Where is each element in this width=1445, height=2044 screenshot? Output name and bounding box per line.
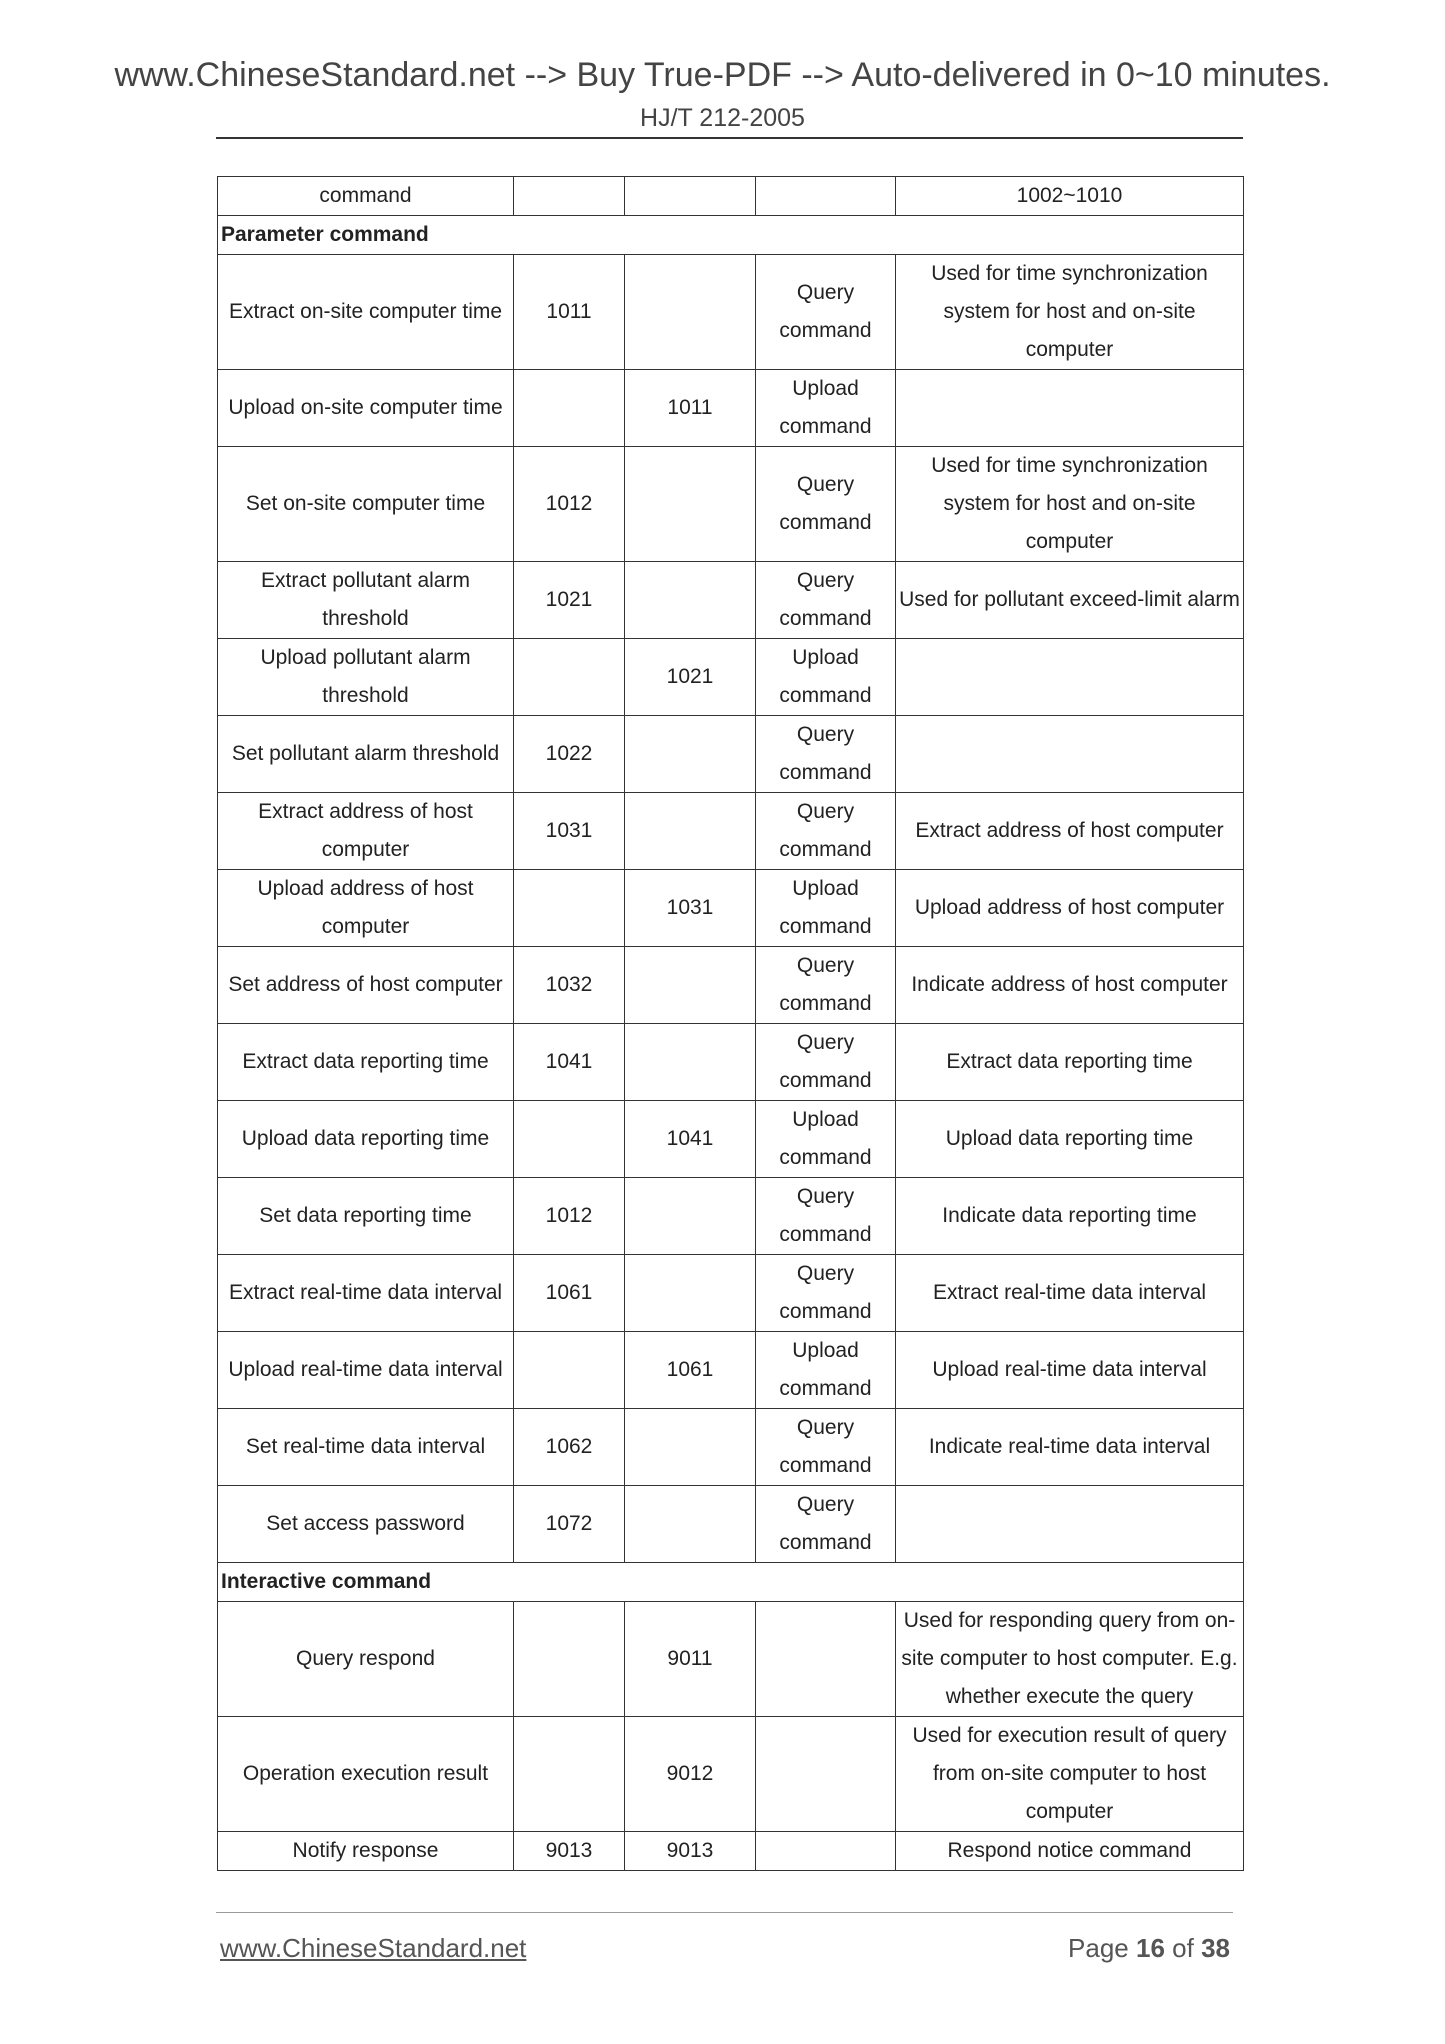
table-cell: 1041 — [625, 1101, 756, 1178]
table-row — [218, 716, 1244, 793]
table-cell — [625, 1255, 756, 1332]
table-cell — [514, 870, 625, 947]
table-row — [218, 947, 1244, 1024]
header-banner: www.ChineseStandard.net --> Buy True-PDF --> Auto-delivered in 0~10 minutes. — [114, 56, 1331, 94]
table-cell: Indicate data reporting time — [896, 1178, 1244, 1255]
table-row — [218, 1486, 1244, 1563]
table-cell: Operation execution result — [218, 1717, 514, 1832]
section-row — [218, 1563, 1244, 1602]
table-cell: Query command — [756, 716, 896, 793]
table-cell: Upload command — [756, 870, 896, 947]
table-row — [218, 1832, 1244, 1871]
table-cell: Query command — [756, 947, 896, 1024]
table-cell — [514, 1332, 625, 1409]
table-cell: Extract address of host computer — [896, 793, 1244, 870]
table-cell: Upload command — [756, 1101, 896, 1178]
table-cell: 1031 — [625, 870, 756, 947]
table-cell: Query command — [756, 255, 896, 370]
table-cell — [756, 1717, 896, 1832]
table-cell: Extract real-time data interval — [218, 1255, 514, 1332]
table-cell: Query command — [756, 1409, 896, 1486]
table-cell: 9012 — [625, 1717, 756, 1832]
table-cell — [756, 1602, 896, 1717]
table-row — [218, 870, 1244, 947]
table-cell: Upload address of host computer — [896, 870, 1244, 947]
table-cell: Set access password — [218, 1486, 514, 1563]
table-cell: Extract address of host computer — [218, 793, 514, 870]
document-id: HJ/T 212-2005 — [640, 104, 805, 132]
table-cell: 1062 — [514, 1409, 625, 1486]
table-cell: Upload on-site computer time — [218, 370, 514, 447]
table-cell: Upload address of host computer — [218, 870, 514, 947]
table-cell: Used for pollutant exceed-limit alarm — [896, 562, 1244, 639]
table-cell — [756, 177, 896, 216]
table-row — [218, 447, 1244, 562]
table-cell: Query command — [756, 1486, 896, 1563]
table-row — [218, 1332, 1244, 1409]
table-cell — [625, 1024, 756, 1101]
table-cell — [514, 1101, 625, 1178]
table-cell: Query command — [756, 1024, 896, 1101]
table-cell: Query command — [756, 1255, 896, 1332]
footer-website-link[interactable]: www.ChineseStandard.net — [220, 1933, 527, 1963]
table-cell — [514, 639, 625, 716]
table-cell: Used for execution result of query from on-site computer to host computer — [896, 1717, 1244, 1832]
table-cell: Indicate real-time data interval — [896, 1409, 1244, 1486]
table-cell — [514, 1717, 625, 1832]
table-row — [218, 1101, 1244, 1178]
table-cell: Upload command — [756, 639, 896, 716]
table-cell: Query command — [756, 793, 896, 870]
table-cell: Set data reporting time — [218, 1178, 514, 1255]
table-cell: Extract data reporting time — [218, 1024, 514, 1101]
table-cell: Extract pollutant alarm threshold — [218, 562, 514, 639]
table-cell: 1072 — [514, 1486, 625, 1563]
table-cell: 1011 — [514, 255, 625, 370]
table-row — [218, 255, 1244, 370]
table-cell: Query command — [756, 562, 896, 639]
table-cell — [625, 177, 756, 216]
page-total: 38 — [1201, 1933, 1230, 1963]
table-cell: 9013 — [625, 1832, 756, 1871]
table-cell: Upload real-time data interval — [896, 1332, 1244, 1409]
table-cell — [625, 1178, 756, 1255]
table-cell: Set pollutant alarm threshold — [218, 716, 514, 793]
table-cell — [625, 447, 756, 562]
table-cell: Used for time synchronization system for host and on-site computer — [896, 255, 1244, 370]
page-indicator — [1068, 1933, 1230, 1964]
table-cell: Extract real-time data interval — [896, 1255, 1244, 1332]
table-cell: Query command — [756, 447, 896, 562]
table-cell: 1022 — [514, 716, 625, 793]
table-row — [218, 1024, 1244, 1101]
table-cell — [896, 639, 1244, 716]
table-row — [218, 1717, 1244, 1832]
table-cell: 1021 — [514, 562, 625, 639]
table-cell — [514, 1602, 625, 1717]
table-cell: 1012 — [514, 447, 625, 562]
table-cell: Upload command — [756, 370, 896, 447]
table-cell: 9013 — [514, 1832, 625, 1871]
table-cell: Upload real-time data interval — [218, 1332, 514, 1409]
table-row — [218, 793, 1244, 870]
table-cell — [756, 1832, 896, 1871]
table-cell: Upload data reporting time — [218, 1101, 514, 1178]
table-cell: Query respond — [218, 1602, 514, 1717]
table-cell: Indicate address of host computer — [896, 947, 1244, 1024]
table-cell: Upload data reporting time — [896, 1101, 1244, 1178]
table-cell — [625, 716, 756, 793]
table-row — [218, 1602, 1244, 1717]
table-row — [218, 562, 1244, 639]
table-row — [218, 639, 1244, 716]
page-prefix: Page — [1068, 1933, 1129, 1963]
table-cell: Query command — [756, 1178, 896, 1255]
page-number: 16 — [1136, 1933, 1165, 1963]
table-cell: 1032 — [514, 947, 625, 1024]
section-header-parameter: Parameter command — [218, 216, 1244, 255]
table-cell — [514, 177, 625, 216]
table-cell: Extract on-site computer time — [218, 255, 514, 370]
table-cell: 9011 — [625, 1602, 756, 1717]
table-cell: 1011 — [625, 370, 756, 447]
table-cell — [896, 716, 1244, 793]
table-cell: 1002~1010 — [896, 177, 1244, 216]
table-cell: 1021 — [625, 639, 756, 716]
table-cell — [625, 793, 756, 870]
table-cell: Extract data reporting time — [896, 1024, 1244, 1101]
table-cell: 1012 — [514, 1178, 625, 1255]
table-cell — [896, 370, 1244, 447]
table-cell: Set address of host computer — [218, 947, 514, 1024]
table-cell — [625, 255, 756, 370]
table-cell — [514, 370, 625, 447]
table-row — [218, 1409, 1244, 1486]
table-cell: Used for time synchronization system for host and on-site computer — [896, 447, 1244, 562]
table-cell: 1061 — [625, 1332, 756, 1409]
table-cell — [625, 947, 756, 1024]
header-divider — [216, 137, 1243, 139]
table-cell: Upload pollutant alarm threshold — [218, 639, 514, 716]
table-row — [218, 1255, 1244, 1332]
table-row — [218, 1178, 1244, 1255]
table-cell: Upload command — [756, 1332, 896, 1409]
footer-divider — [216, 1912, 1233, 1913]
table-cell: 1061 — [514, 1255, 625, 1332]
table-cell: Used for responding query from on-site computer to host computer. E.g. whether execute the query — [896, 1602, 1244, 1717]
table-cell: Set real-time data interval — [218, 1409, 514, 1486]
table-cell: command — [218, 177, 514, 216]
table-cell: 1031 — [514, 793, 625, 870]
table-cell — [625, 1409, 756, 1486]
page-of: of — [1172, 1933, 1194, 1963]
section-header-interactive: Interactive command — [218, 1563, 1244, 1602]
section-row — [218, 216, 1244, 255]
table-row — [218, 370, 1244, 447]
table-cell — [896, 1486, 1244, 1563]
table-cell — [625, 1486, 756, 1563]
table-cell — [625, 562, 756, 639]
table-cell: Respond notice command — [896, 1832, 1244, 1871]
command-table — [217, 176, 1244, 1871]
table-row — [218, 177, 1244, 216]
table-cell: Set on-site computer time — [218, 447, 514, 562]
table-cell: 1041 — [514, 1024, 625, 1101]
table-cell: Notify response — [218, 1832, 514, 1871]
